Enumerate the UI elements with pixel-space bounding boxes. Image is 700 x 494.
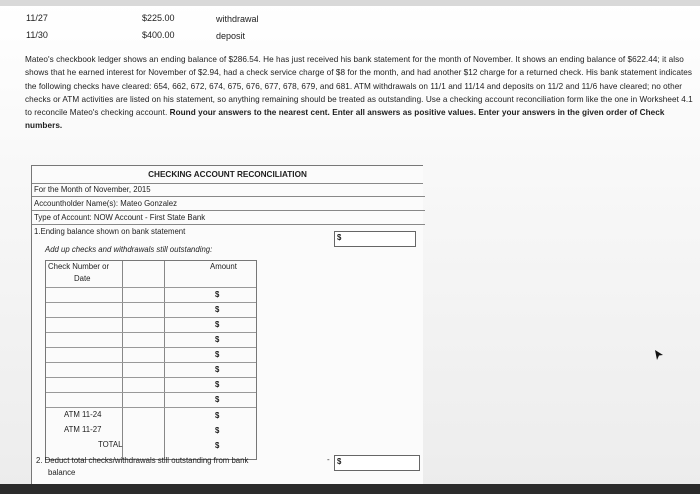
form-line-2: 2. Deduct total checks/withdrawals still outstanding from bank (36, 456, 249, 465)
problem-statement (25, 53, 693, 133)
table-row-line (46, 287, 256, 288)
dollar-sign: $ (215, 335, 220, 344)
table-row-line (46, 407, 256, 408)
form-month: For the Month of November, 2015 (32, 183, 425, 197)
outstanding-table (45, 260, 257, 460)
dollar-sign: $ (215, 305, 220, 314)
reconciliation-form (31, 165, 423, 494)
ledger-amount-1: $225.00 (142, 13, 175, 23)
bottom-shadow-bar (0, 484, 700, 494)
form-line-2b: balance (48, 468, 76, 477)
mouse-cursor-icon (654, 349, 664, 361)
form-add-up: Add up checks and withdrawals still outstanding: (45, 245, 213, 254)
atm-row-label: ATM 11-27 (64, 425, 102, 434)
ledger-date-1: 11/27 (26, 13, 48, 23)
ledger-desc-2: deposit (216, 31, 246, 41)
minus-sign: - (327, 455, 330, 464)
atm-row-label: ATM 11-24 (64, 410, 102, 419)
dollar-sign: $ (215, 290, 220, 299)
table-row-line (46, 347, 256, 348)
date-header: Date (74, 274, 91, 283)
ledger-date-2: 11/30 (26, 30, 48, 40)
table-row-line (46, 332, 256, 333)
dollar-sign: $ (215, 395, 220, 404)
amount-header: Amount (210, 262, 237, 271)
form-line-1: 1.Ending balance shown on bank statement (34, 227, 186, 236)
ledger-amount-2: $400.00 (142, 30, 175, 40)
dollar-sign: $ (215, 365, 220, 374)
cropped-header-strip (0, 0, 700, 6)
table-row-line (46, 302, 256, 303)
deduct-outstanding-input[interactable] (334, 455, 420, 471)
spacer-column (122, 261, 165, 459)
form-accountholder: Accountholder Name(s): Mateo Gonzalez (32, 197, 425, 211)
check-number-header: Check Number or (48, 262, 110, 271)
table-row-line (46, 317, 256, 318)
dollar-sign: $ (215, 380, 220, 389)
dollar-sign: $ (215, 411, 220, 420)
total-label: TOTAL (98, 440, 123, 449)
dollar-sign: $ (215, 441, 220, 450)
ending-balance-input[interactable] (334, 231, 416, 247)
form-title: CHECKING ACCOUNT RECONCILIATION (148, 170, 307, 179)
dollar-sign: $ (215, 426, 220, 435)
form-account-type: Type of Account: NOW Account - First State Bank (32, 211, 425, 225)
table-row-line (46, 392, 256, 393)
ledger-desc-1: withdrawal (216, 14, 259, 24)
table-row-line (46, 377, 256, 378)
problem-text: Mateo's checkbook ledger shows an ending balance of $286.54. He has just received his bank statement for the month of November. It shows an ending balance of $622.44; it also shows that he earned interest for November of $2.94, had a check service charge of $8 for the month, and had another $12 charge for a returned check. His bank statement indicates the following checks have cleared: 654, 662, 672, 674, 675, 676, 677, 678, 679, and 681. ATM withdrawals on 11/1 and 11/14 and deposits on 11/2 and 11/6 have cleared; no other checks or ATM activities are listed on his statement, so anything remaining should be treated as outstanding. Use a checking account reconciliation form like the one in Worksheet 4.1 to reconcile Mateo's checking account. (25, 55, 693, 118)
table-row-line (46, 362, 256, 363)
dollar-sign: $ (215, 350, 220, 359)
dollar-sign: $ (215, 320, 220, 329)
problem-instructions: Round your answers to the nearest cent. Enter all answers as positive values. Enter your answers in the given order of Check numbers. (25, 108, 665, 131)
dollar-sign: $ (337, 457, 342, 466)
dollar-sign: $ (337, 233, 342, 242)
